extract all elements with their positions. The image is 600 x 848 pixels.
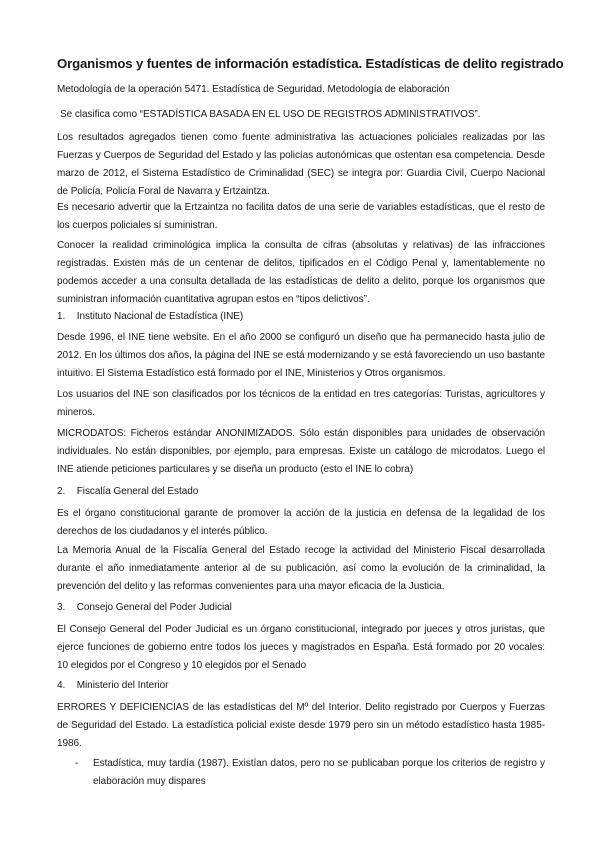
intro-paragraph-1: Los resultados agregados tienen como fuente administrativa las actuaciones policiales realizadas por las Fuerzas y Cuerpos de Seguridad del Estado y las policías autonómicas que ostentan esa competencia. Desde marzo de 2012, el Sistema Estadístico de Criminalidad (SEC) se integra por: Guardia Civil, Cuerpo Nacional de Policía, Policía Foral de Navarra y Ertzaintza. [57, 132, 545, 197]
classification-line: Se clasifica como “ESTADÍSTICA BASADA EN EL USO DE REGISTROS ADMINISTRATIVOS”. [60, 109, 481, 120]
section-number: 3. [57, 602, 66, 613]
section-number: 4. [57, 680, 66, 691]
section-heading-ine [57, 308, 545, 326]
ine-paragraph-3: MICRODATOS: Ficheros estándar ANONIMIZADOS. Sólo están disponibles para unidades de observación individuales. No están disponibles, por ejemplo, para empresas. Existe un catálogo de microdatos. Luego el INE atiende peticiones particulares y se diseña un producto (esto el INE lo cobra) [57, 428, 545, 475]
cgpj-paragraph-1: El Consejo General del Poder Judicial es un órgano constitucional, integrado por jueces y otros juristas, que ejerce funciones de gobierno entre todos los jueces y magistrados en España. Está formado por 20 vocales: 10 elegidos por el Congreso y 10 elegidos por el Senado [57, 624, 545, 671]
ine-paragraph-2: Los usuarios del INE son clasificados por los técnicos de la entidad en tres categorías: Turistas, agricultores y mineros. [57, 389, 545, 418]
intro-paragraph-3: Conocer la realidad criminológica implica la consulta de cifras (absolutas y relativas) de las infracciones registradas. Existen más de un centenar de delitos, tipificados en el Código Penal y, lamentablemente no podemos acceder a una consulta detallada de las estadísticas de delito a delito, porque los organismos que suministran información cuantitativa agrupan estos en “tipos delictivos”. [57, 240, 545, 305]
bullet-marker: - [75, 758, 79, 769]
section-number: 1. [57, 311, 66, 322]
interior-bullet-1: Estadística, muy tardía (1987). Existían datos, pero no se publicaban porque los criterios de registro y elaboración muy dispares [93, 758, 545, 787]
section-heading-cgpj [57, 599, 545, 617]
intro-paragraph-2: Es necesario advertir que la Ertzaintza no facilita datos de una serie de variables estadísticas, que el resto de los cuerpos policiales sí suministran. [57, 202, 545, 231]
interior-paragraph-1: ERRORES Y DEFICIENCIAS de las estadísticas del Mº del Interior. Delito registrado por Cuerpos y Fuerzas de Seguridad del Estado. La estadística policial existe desde 1979 pero sin un método estadístico hasta 1985-1986. [57, 702, 545, 749]
fiscalia-paragraph-1: Es el órgano constitucional garante de promover la acción de la justicia en defensa de la legalidad de los derechos de los ciudadanos y el interés público. [57, 508, 545, 537]
page-title: Organismos y fuentes de información estadística. Estadísticas de delito registrado [57, 56, 564, 71]
methodology-line: Metodología de la operación 5471. Estadística de Seguridad. Metodología de elaboración [57, 84, 450, 95]
fiscalia-paragraph-2: La Memoria Anual de la Fiscalía General del Estado recoge la actividad del Ministerio Fiscal desarrollada durante el año inmediatamente anterior al de su publicación, así como la evolución de la criminalidad, la prevención del delito y las reformas convenientes para una mayor eficacia de la Justicia. [57, 545, 545, 592]
ine-paragraph-1: Desde 1996, el INE tiene website. En el año 2000 se configuró un diseño que ha permanecido hasta julio de 2012. En los últimos dos años, la página del INE se está modernizando y se está favoreciendo un uso bastante intuitivo. El Sistema Estadístico está formado por el INE, Ministerios y Otros organismos. [57, 332, 545, 379]
section-heading-fiscalia [57, 483, 545, 501]
section-heading-interior [57, 677, 545, 695]
section-heading-text: Ministerio del Interior [76, 680, 169, 691]
section-heading-text: Instituto Nacional de Estadística (INE) [76, 311, 244, 322]
section-heading-text: Consejo General del Poder Judicial [76, 602, 232, 613]
section-heading-text: Fiscalía General del Estado [76, 486, 199, 497]
section-number: 2. [57, 486, 66, 497]
